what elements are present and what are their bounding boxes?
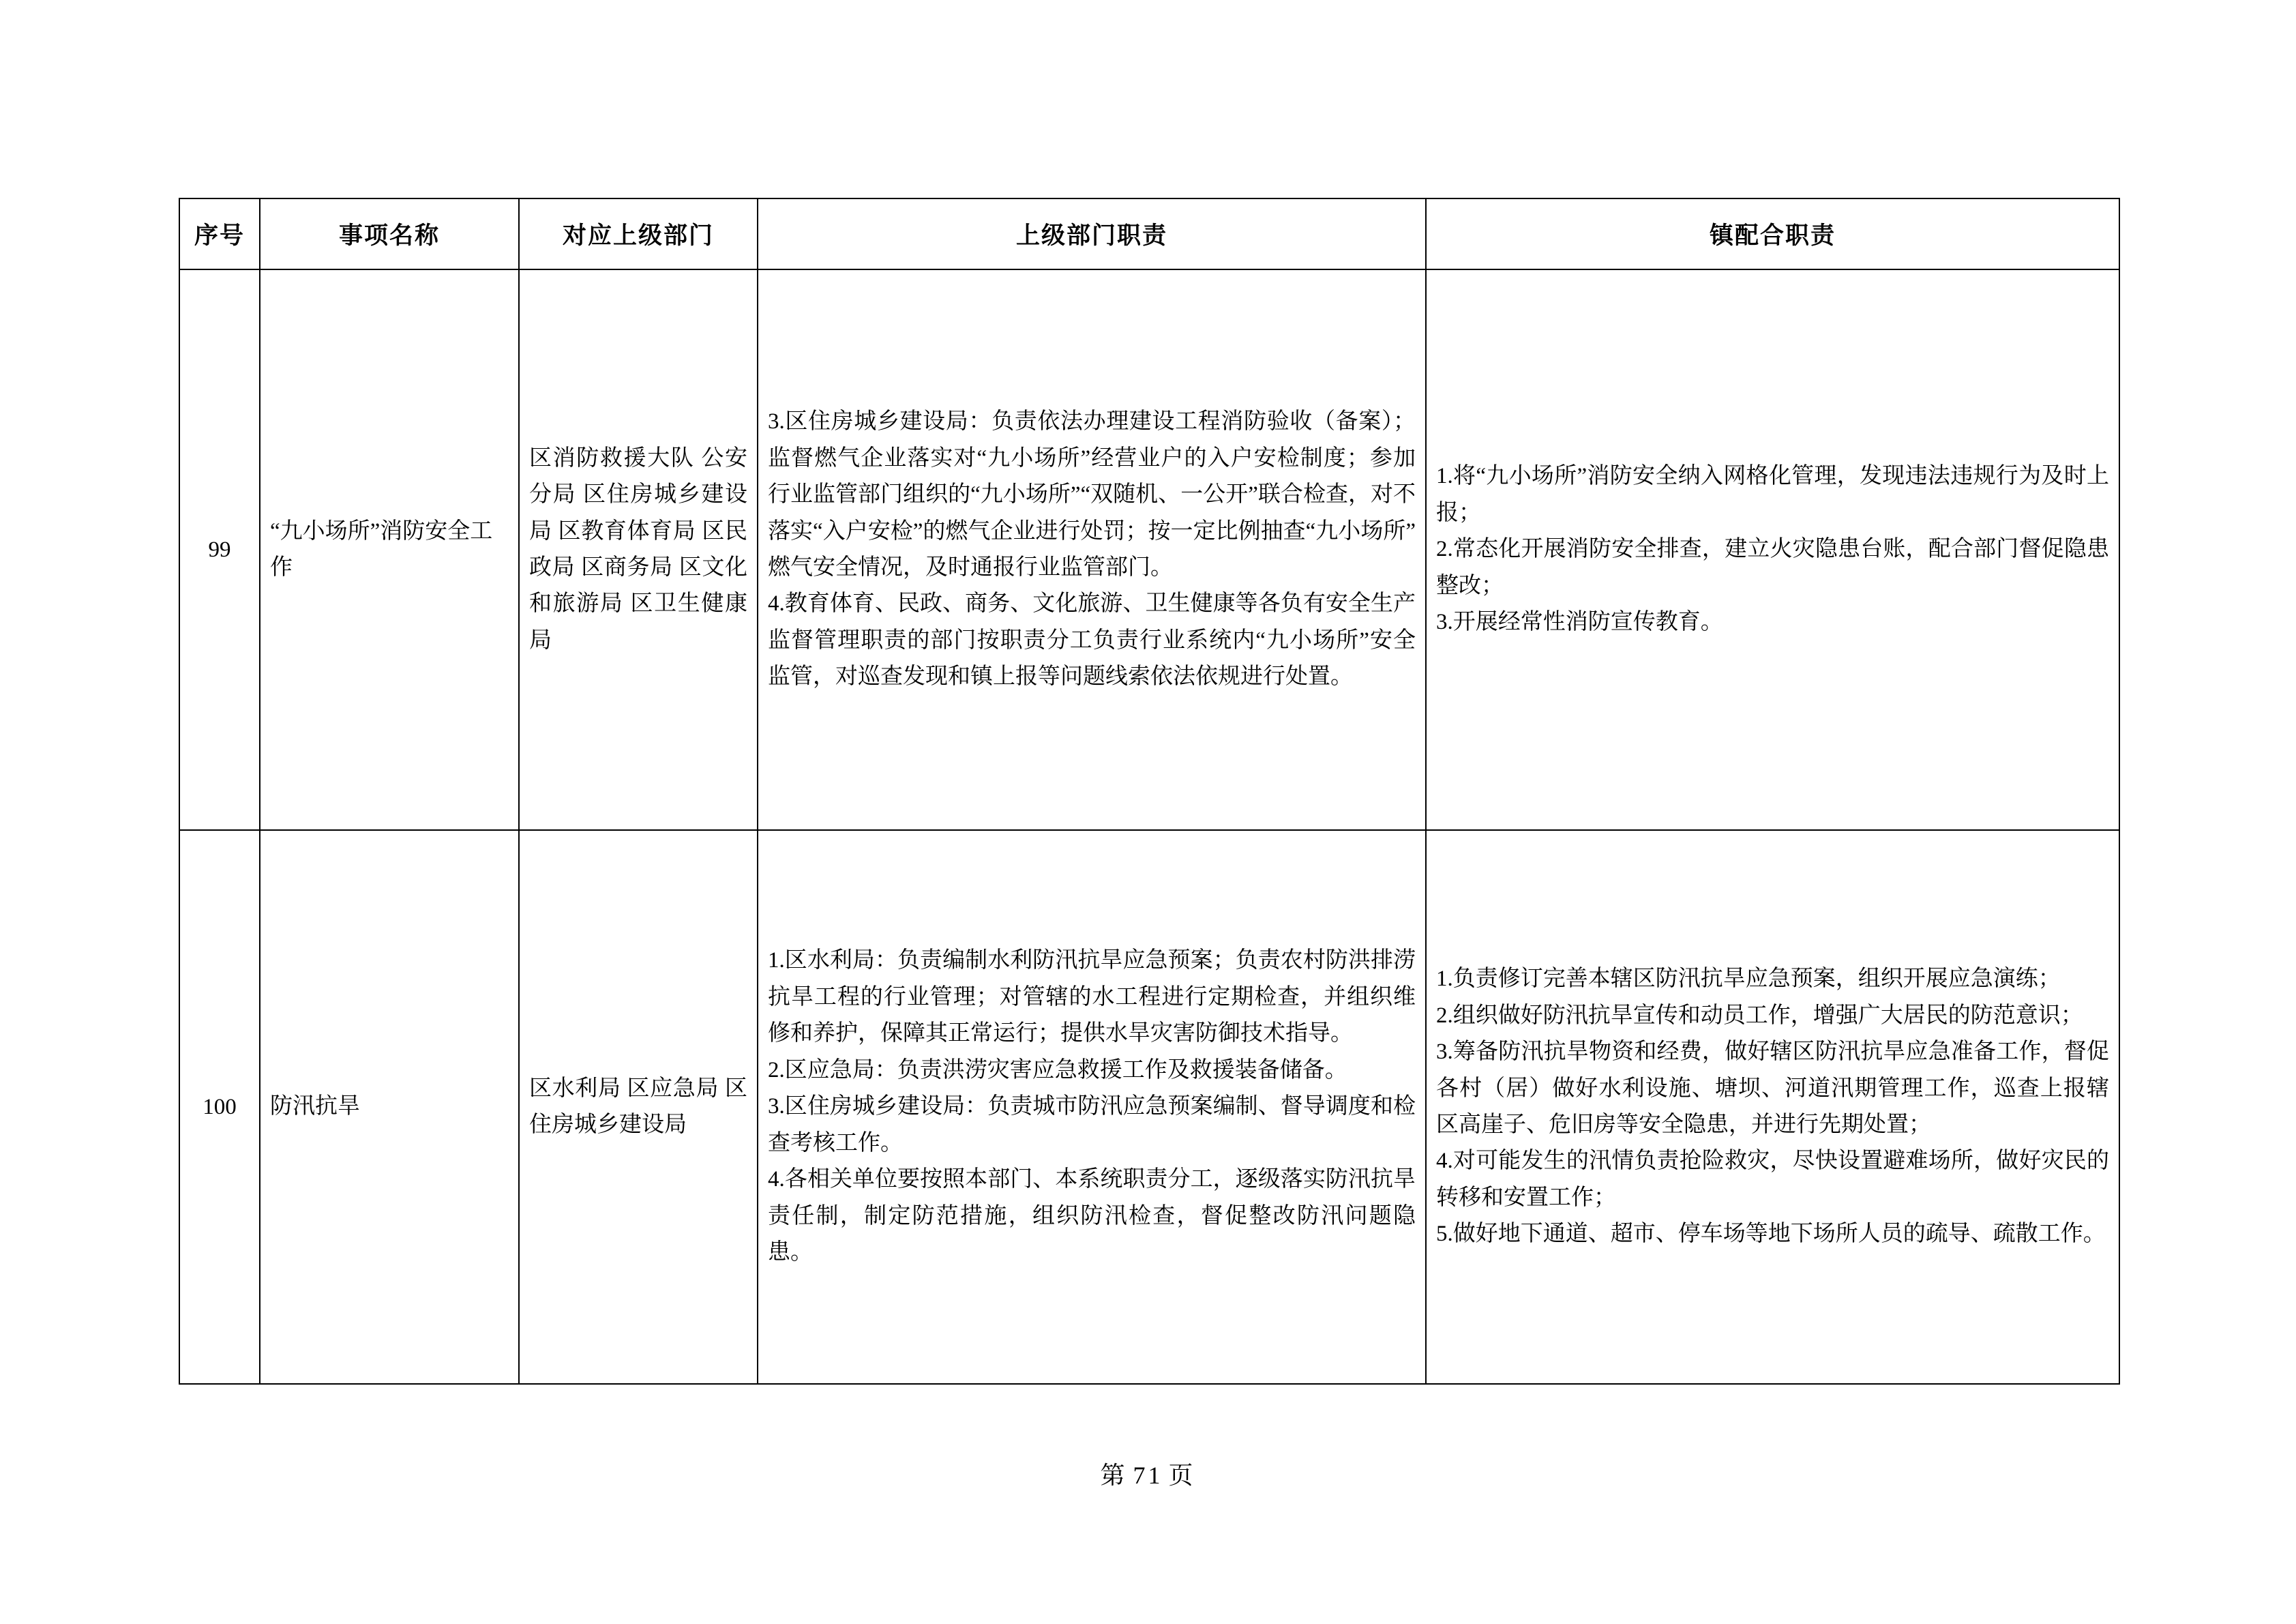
town-duty-paragraph: 3.筹备防汛抗旱物资和经费，做好辖区防汛抗旱应急准备工作，督促各村（居）做好水利设施、塘坝、河道汛期管理工作，巡查上报辖区高崖子、危旧房等安全隐患，并进行先期处置； [1436, 1039, 2109, 1137]
cell-seq: 100 [179, 830, 260, 1384]
town-duty-paragraph: 3.开展经常性消防宣传教育。 [1436, 610, 1723, 635]
column-header-town-duties: 镇配合职责 [1426, 198, 2119, 269]
cell-upper-dept: 区水利局 区应急局 区住房城乡建设局 [519, 830, 758, 1384]
column-header-seq: 序号 [179, 198, 260, 269]
cell-upper-duties [758, 830, 1426, 1384]
cell-seq: 99 [179, 269, 260, 830]
town-duty-paragraph: 1.将“九小场所”消防安全纳入网格化管理，发现违法违规行为及时上报； [1436, 464, 2109, 525]
duty-paragraph: 4.各相关单位要按照本部门、本系统职责分工，逐级落实防汛抗旱责任制，制定防范措施，组织防汛检查，督促整改防汛问题隐患。 [768, 1167, 1416, 1265]
footer-prefix: 第 [1100, 1462, 1128, 1489]
column-header-item-name: 事项名称 [260, 198, 519, 269]
town-duty-paragraph: 2.常态化开展消防安全排查，建立火灾隐患台账，配合部门督促隐患整改； [1436, 537, 2109, 598]
cell-item-name: 防汛抗旱 [260, 830, 519, 1384]
footer-suffix: 页 [1168, 1462, 1196, 1489]
table-row [179, 269, 2119, 830]
duty-paragraph: 4.教育体育、民政、商务、文化旅游、卫生健康等各负有安全生产监督管理职责的部门按职责分工负责行业系统内“九小场所”安全监管，对巡查发现和镇上报等问题线索依法依规进行处置。 [768, 591, 1416, 690]
duty-paragraph: 1.区水利局：负责编制水利防汛抗旱应急预案；负责农村防洪排涝抗旱工程的行业管理；对管辖的水工程进行定期检查，并组织维修和养护，保障其正常运行；提供水旱灾害防御技术指导。 [768, 948, 1416, 1046]
cell-upper-dept: 区消防救援大队 公安分局 区住房城乡建设局 区教育体育局 区民政局 区商务局 区文化和旅游局 区卫生健康局 [519, 269, 758, 830]
cell-town-duties [1426, 269, 2119, 830]
duty-paragraph: 3.区住房城乡建设局：负责城市防汛应急预案编制、督导调度和检查考核工作。 [768, 1094, 1416, 1155]
column-header-upper-dept: 对应上级部门 [519, 198, 758, 269]
town-duty-paragraph: 1.负责修订完善本辖区防汛抗旱应急预案，组织开展应急演练； [1436, 966, 2061, 992]
footer-page-number: 71 [1133, 1462, 1163, 1489]
responsibility-table [179, 198, 2120, 1385]
town-duty-paragraph: 4.对可能发生的汛情负责抢险救灾，尽快设置避难场所，做好灾民的转移和安置工作； [1436, 1149, 2109, 1210]
page-footer [0, 1456, 2296, 1491]
duty-paragraph: 2.区应急局：负责洪涝灾害应急救援工作及救援装备储备。 [768, 1057, 1347, 1082]
column-header-upper-duties: 上级部门职责 [758, 198, 1426, 269]
town-duty-paragraph: 5.做好地下通道、超市、停车场等地下场所人员的疏导、疏散工作。 [1436, 1222, 2106, 1247]
cell-town-duties [1426, 830, 2119, 1384]
duty-paragraph: 3.区住房城乡建设局：负责依法办理建设工程消防验收（备案）；监督燃气企业落实对“九小场所”经营业户的入户安检制度；参加行业监管部门组织的“九小场所”“双随机、一公开”联合检查，对不落实“入户安检”的燃气企业进行处罚；按一定比例抽查“九小场所”燃气安全情况，及时通报行业监管部门。 [768, 409, 1416, 580]
cell-upper-duties [758, 269, 1426, 830]
table-row [179, 830, 2119, 1384]
table-header-row [179, 198, 2119, 269]
town-duty-paragraph: 2.组织做好防汛抗旱宣传和动员工作，增强广大居民的防范意识； [1436, 1003, 2083, 1028]
cell-item-name: “九小场所”消防安全工作 [260, 269, 519, 830]
